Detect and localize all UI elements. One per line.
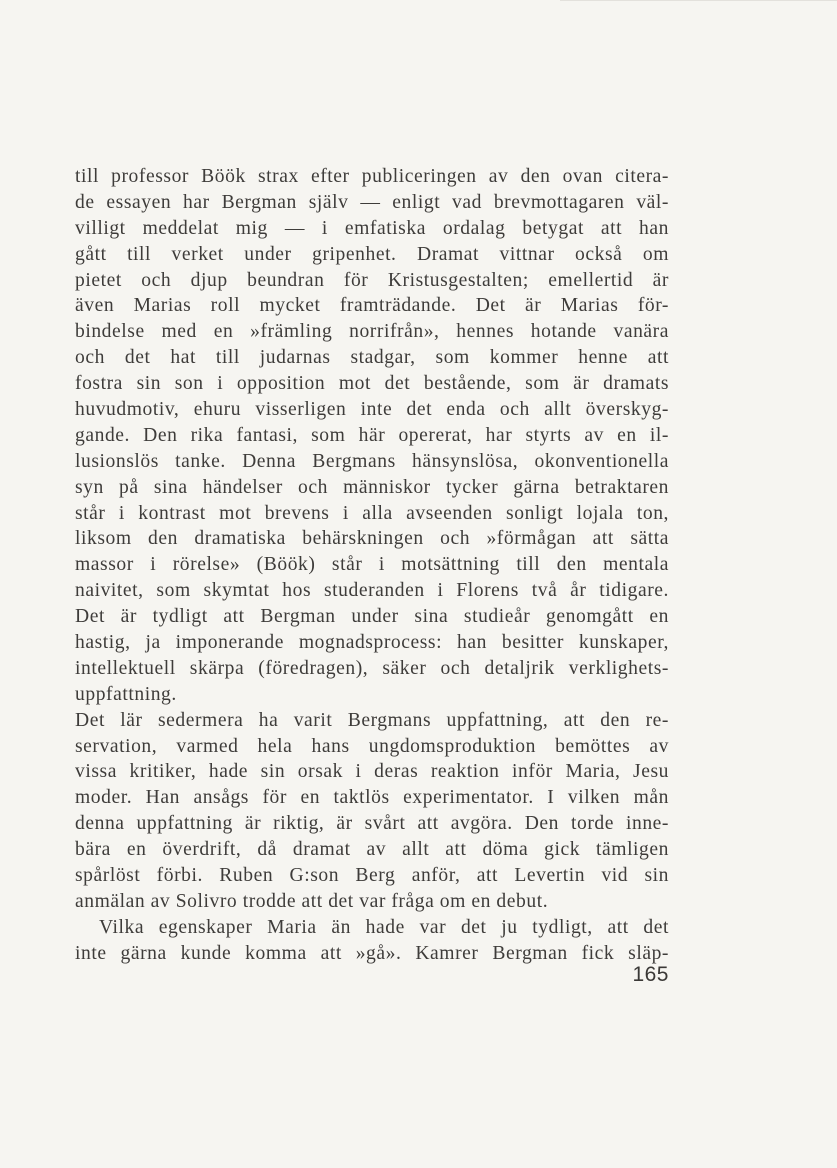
text-line: villigt meddelat mig — i emfatiska ordalag betygat att han <box>75 217 669 239</box>
text-line: liksom den dramatiska behärskningen och »förmågan att sätta <box>75 528 669 550</box>
text-line: pietet och djup beundran för Kristusgestalten; emellertid är <box>75 269 669 291</box>
text-line: denna uppfattning är riktig, är svårt att avgöra. Den torde inne- <box>75 813 669 835</box>
text-line: står i kontrast mot brevens i alla avseenden sonligt lojala ton, <box>75 502 669 524</box>
text-line: intellektuell skärpa (föredragen), säker och detaljrik verklighets- <box>75 657 669 679</box>
text-line: till professor Böök strax efter publiceringen av den ovan citera- <box>75 166 669 187</box>
text-line: naivitet, som skymtat hos studeranden i Florens två år tidigare. <box>75 580 669 602</box>
text-line: bindelse med en »främling norrifrån», hennes hotande vanära <box>75 321 669 343</box>
text-line: hastig, ja imponerande mognadsprocess: han besitter kunskaper, <box>75 632 669 654</box>
text-line: fostra sin son i opposition mot det bestående, som är dramats <box>75 373 669 395</box>
paragraph-1 <box>75 164 669 708</box>
text-line: Vilka egenskaper Maria än hade var det ju tydligt, att det <box>99 916 669 938</box>
text-line: Det lär sedermera ha varit Bergmans uppfattning, att den re- <box>75 709 669 731</box>
page-edge-rule <box>560 0 837 1</box>
text-line: massor i rörelse» (Böök) står i motsättning till den mentala <box>75 554 669 576</box>
text-line: servation, varmed hela hans ungdomsproduktion bemöttes av <box>75 735 669 757</box>
paragraph-3 <box>75 915 669 967</box>
text-line: och det hat till judarnas stadgar, som kommer henne att <box>75 347 669 369</box>
body-text <box>75 164 669 967</box>
text-line: uppfattning. <box>75 683 177 705</box>
text-line: syn på sina händelser och människor tycker gärna betraktaren <box>75 476 669 498</box>
text-line: inte gärna kunde komma att »gå». Kamrer Bergman fick släp- <box>75 942 669 964</box>
text-line: huvudmotiv, ehuru visserligen inte det enda och allt överskyg- <box>75 399 669 421</box>
text-line: bära en överdrift, då dramat av allt att döma gick tämligen <box>75 839 669 861</box>
text-line: gande. Den rika fantasi, som här opererat, har styrts av en il- <box>75 424 669 446</box>
text-line: även Marias roll mycket framträdande. Det är Marias för- <box>75 295 669 317</box>
text-line: de essayen har Bergman själv — enligt vad brevmottagaren väl- <box>75 191 669 213</box>
text-line: anmälan av Solivro trodde att det var fråga om en debut. <box>75 890 549 912</box>
text-line: Det är tydligt att Bergman under sina studieår genomgått en <box>75 606 669 628</box>
text-line: gått till verket under gripenhet. Dramat vittnar också om <box>75 243 669 265</box>
page-number: 165 <box>632 963 669 986</box>
text-line: vissa kritiker, hade sin orsak i deras reaktion inför Maria, Jesu <box>75 761 669 783</box>
paragraph-2 <box>75 708 669 915</box>
text-line: moder. Han ansågs för en taktlös experimentator. I vilken mån <box>75 787 669 809</box>
text-line: lusionslös tanke. Denna Bergmans hänsynslösa, okonventionella <box>75 450 669 472</box>
text-line: spårlöst förbi. Ruben G:son Berg anför, att Levertin vid sin <box>75 865 669 887</box>
